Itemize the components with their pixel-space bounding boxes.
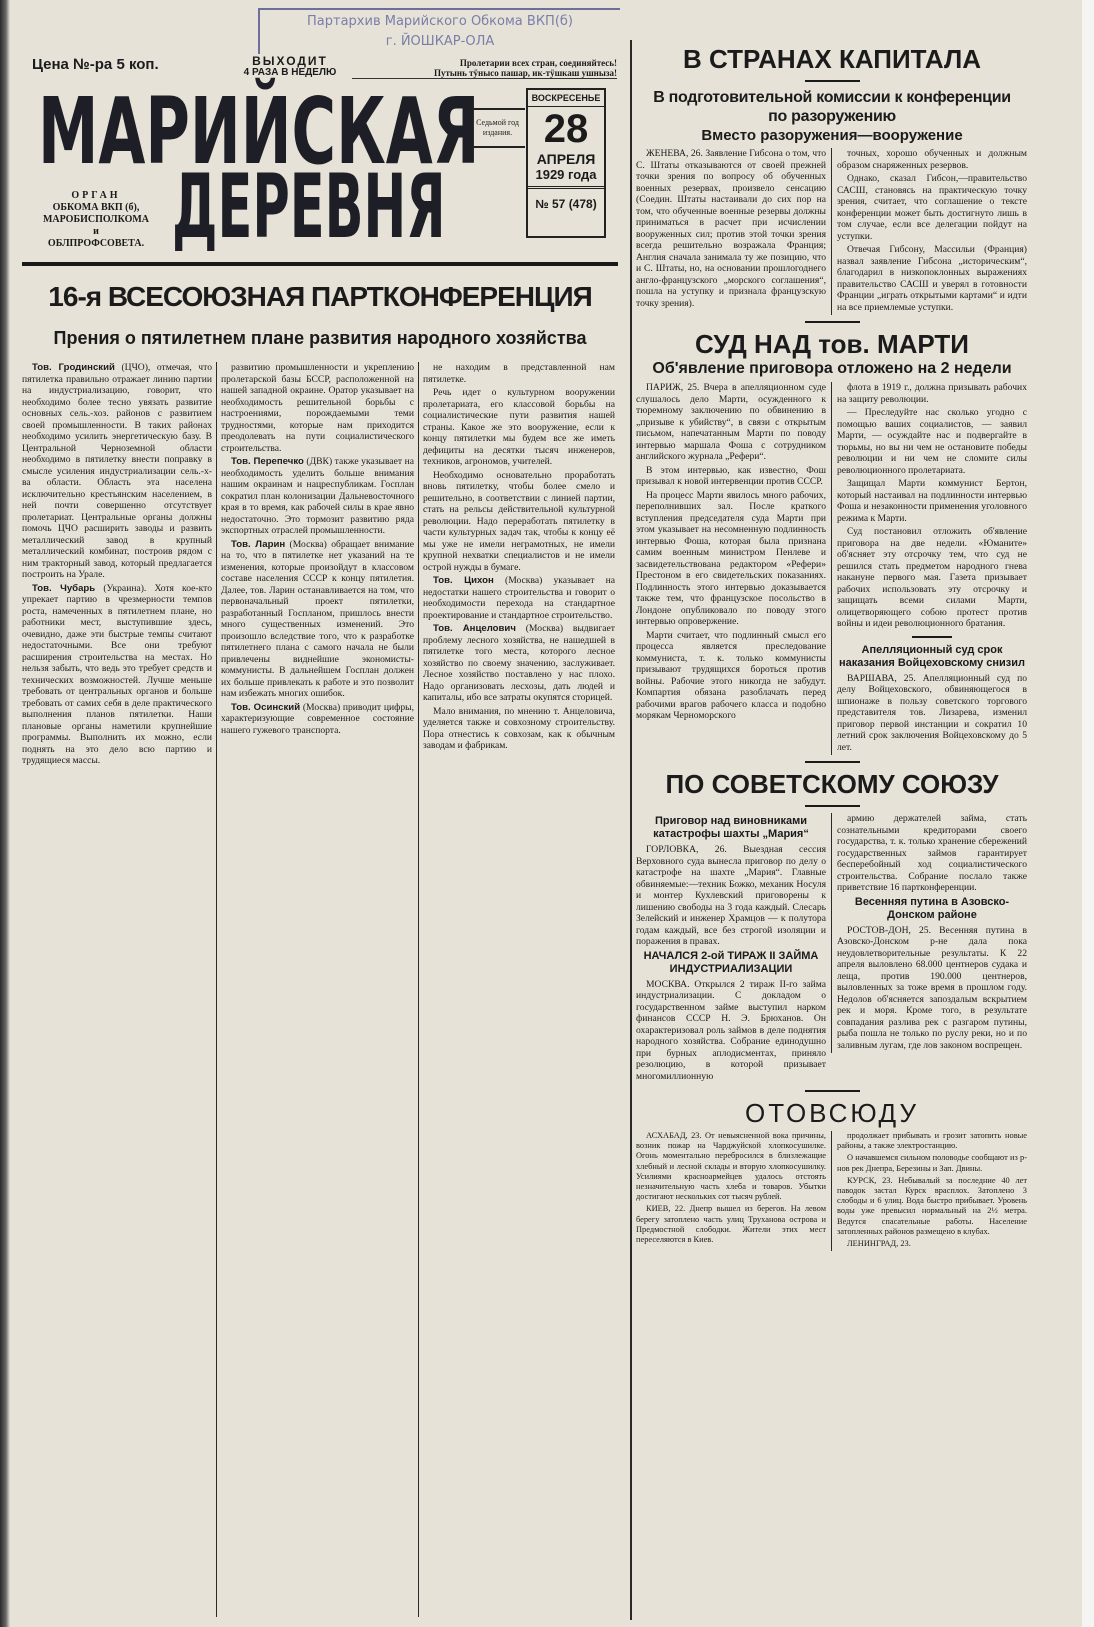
organ-line: ОРГАН: [71, 190, 121, 201]
newspaper-title-line1: МАРИЙСКАЯ: [38, 78, 480, 185]
paragraph-text: (Москва) приводит цифры, характеризующие современное состояние нашего гужевого транспорта.: [221, 701, 414, 736]
paragraph: [423, 470, 615, 574]
divider: [805, 761, 860, 763]
main-article-column-3: [423, 362, 615, 754]
paragraph: МОСКВА. Открылся 2 тираж II-го займа индустриализации. С докладом о государственном займе выступил нарком финансов СССР Н. Э. Брюханов. Он охарактеризовал роль займов в деле поднятия народного хозяйства. Собрание единодушно при бурных аплодисментах, приняло резолюцию, в которой призывает многомиллионную: [636, 978, 826, 1082]
paragraph: КУРСК, 23. Небывалый за последние 40 лет паводок застал Курск врасплох. Затоплено 3 слободы и 6 улиц. Вода быстро прибывает. Уровень воды уже превысил нормальный на 2½ метра. Ведутся спасательные работы. Население затопленных районов размещено в клубах.: [837, 1175, 1027, 1236]
paragraph: [221, 456, 414, 537]
capital-column-2: [831, 148, 1027, 315]
paragraph: ЖЕНЕВА, 26. Заявление Гибсона о том, что С. Штаты отказываются от своей прежней точки зрения по вопросу об обученных военных резервах, произвело сенсацию (Соедин. Штаты настаивали до сих пор на том, что обученные военные резервы должны приниматься в расчет при исчислении вооруженных сил; против этой точки зрения всегда решительно возражала Франция; Англия сначала занимала ту же позицию, что и С. Штаты, но, на основании прошлогоднего англо-французского „морского соглашения“, пошла на уступку и признала французскую точку зрения).: [636, 148, 826, 309]
warsaw-headline: Апелляционный суд срок наказания Войцеховскому снизил: [838, 643, 1025, 669]
paragraph: [423, 362, 615, 385]
capital-headline: [636, 88, 1028, 126]
speaker-name: Тов. Чубарь: [32, 582, 96, 594]
date-box: [526, 88, 606, 238]
organ-line: ОБКОМА ВКП (б),: [52, 202, 140, 213]
capital-subheadline: Вместо разоружения—вооружение: [701, 127, 963, 144]
misc-column-1: [636, 1131, 826, 1247]
section-title-capital: В СТРАНАХ КАПИТАЛА: [683, 44, 981, 74]
soviet-column-1: [636, 813, 826, 1084]
paragraph: Марти считает, что подлинный смысл его процесса является преследование коммуниста, т. к. только коммунисты призывают трудящихся бороться против войны. Рабочие этого никогда не забудут. Компартия обязана разоблачать перед рабочими врагов рабочего класса и подобно морякам Черноморского: [636, 629, 826, 721]
mine-headline: Приговор над виновниками катастрофы шахты „Мария“: [653, 815, 809, 840]
marti-headline: СУД НАД тов. МАРТИ: [694, 329, 969, 359]
loan-headline: НАЧАЛСЯ 2-ой ТИРАЖ II ЗАЙМА ИНДУСТРИАЛИЗАЦИИ: [643, 949, 819, 975]
paragraph-text: (ЦЧО), отмечая, что пятилетка правильно отражает линию партии на индустриализацию, говорит, что необходимо более тесно увязать развитие основных сель.-хоз. районов с развитием своей промышленности. В таких районах необходимо усилить энергетическую базу. В Центральной Черноземной области необходимо в пятилетку внести поправку в смысле усиления индустриализации сель.-х-ва области. Область эта населена исключительно крестьянским населением, в ней почти совершенно отсутствует пролетариат. Центральные органы должны помочь ЦЧО расширить заводы и развить металлический завод в крупный металлический комбинат, построив рядом с ним тракторный завод, который предлагается построить на Урале.: [22, 362, 212, 580]
paragraph-text: (Москва) выдвигает проблему лесного хозяйства, не нашедшей в пятилетке того места, которого лесное хозяйство по своему значению, заслуживает. Лесное хозяйство поставлено у нас плохо. Надо организовать лесхозы, дать людей и капиталы, ибо все затраты окупятся сторицей.: [423, 623, 615, 703]
paragraph: [423, 623, 615, 704]
paragraph: АСХАБАД, 23. От невыясненной вока причины, возник пожар на Чарджуйской хлопкосушилке. Огонь моментально перебросился в близлежащие хлебный и лесной склады и вторую хлопкосушилку. Усилиями красноармейцев удалось отстоять незначительную часть хлеба и товаров. Убытки достигают нескольких сот тысяч рублей.: [636, 1131, 826, 1202]
day: 28: [543, 107, 589, 151]
archive-stamp: [258, 8, 620, 54]
section-divider: [630, 40, 632, 1620]
section-title-soviet: ПО СОВЕТСКОМУ СОЮЗУ: [665, 769, 999, 799]
marti-subheadline: Об'явление приговора отложено на 2 недели: [652, 360, 1012, 377]
publisher-organ: [40, 190, 152, 250]
main-headline: 16-я ВСЕСОЮЗНАЯ ПАРТКОНФЕРЕНЦИЯ: [48, 281, 592, 312]
paragraph: [22, 362, 212, 581]
paragraph: [423, 387, 615, 468]
paragraph: На процесс Марти явилось много рабочих, переполнивших зал. После краткого вступления председателя суда Марти при этом указывает на несомненную подлинность интервью Фоша, которая была признана самим военным министром Пенлеве и засвидетельствована редактором «Рефери» Престоном в его свидетельских показаниях. Подлинность этого интервью доказывается также тем, что французское посольство в Лондоне опубликовало по поводу этого интервью опровержение.: [636, 489, 826, 627]
paragraph: [221, 362, 414, 454]
paragraph: — Преследуйте нас сколько угодно с помощью ваших социалистов, — заявил Марти, — осуждайте нас и подвергайте в тюрьмы, но вы ни чем не остановите победы революции и ни чем не сломите силы революционного пролетариата.: [837, 407, 1027, 476]
paragraph: РОСТОВ-ДОН, 25. Весенняя путина в Азовско-Донском р-не дала пока неудовлетворительные результаты. К 22 апреля выловлено 68.000 центнеров судака и леща, против 190.000 центнеров, выловленных за тоже время в прошлом году. Недолов об'ясняется запоздалым вскрытием рек и моря. Кроме того, в результате совпадания разлива рек с разгаром путины, рыба пошла не только по руслу реки, но и по заливным лугам, где лов законом воспрещен.: [837, 924, 1027, 1051]
headline-line: В подготовительной комиссии к конференции: [653, 89, 1011, 106]
paragraph: ПАРИЖ, 25. Вчера в апелляционном суде слушалось дело Марти, осужденного к тюремному заключению по обвинению в „призыве к убийству“, в связи с открытым письмом, напечатанным Марти по поводу интервью маршала Фоша с сотрудником английского журнала „Рефери“.: [636, 382, 826, 462]
month: АПРЕЛЯ: [536, 151, 596, 167]
speaker-name: Тов. Осинский: [231, 701, 301, 713]
speaker-name: Тов. Перепечко: [231, 456, 304, 467]
paragraph-text: Необходимо основательно проработать вновь пятилетку, чтобы более смело и решительно, в соответствии с линией партии, стать на рельсы действительной культурной революции. Надо переработать пятилетку в части культурных задач так, чтобы к концу её мы уже не имели неграмотных, не имели крупной нехватки специалистов и не имели острой нужды в бумаге.: [423, 469, 615, 573]
paragraph: Однако, сказал Гибсон,—правительство САСШ, становясь на практическую точку зрения, считает, что соглашение о тексте конференции может быть достигнуто лишь в том случае, если все делегации пойдут на уступки.: [837, 173, 1027, 242]
organ-line: МАРОБИСПОЛКОМА и: [42, 214, 150, 237]
speaker-name: Тов. Гродинский: [32, 362, 115, 373]
paragraph-text: (Москва) обращает внимание на то, что в пятилетке нет указаний на те изменения, которые произойдут в классовом составе населения СССР к концу пятилетия. Далее, тов. Ларин останавливается на том, что первоначальный проект пятилетки, разработанный Госпланом, пришлось внести много существенных изменений. Это произошло вследствие того, что к разработке пятилетнего плана с самого начала не были привлечены виднейшие экономисты-коммунисты. В дальнейшем Госплан должен их больше привлекать к работе и это позволит нам избежать многих ошибок.: [221, 538, 414, 699]
weekday: ВОСКРЕСЕНЬЕ: [528, 90, 604, 107]
paragraph: Отвечая Гибсону, Массильи (Франция) назвал заявление Гибсона „историческим“, благодарил в низкопоклонных выражениях правительство САСШ и уверял в готовности Франции „играть открытыми картами“ и идти на все приемлемые уступки.: [837, 244, 1027, 313]
marti-column-1: [636, 382, 826, 724]
slogan-russian: Пролетарии всех стран, соединяйтесь!: [459, 58, 617, 68]
paragraph: армию держателей займа, стать сознательными кредиторами своего государства, т. к. только хранение сбережений государственных займов гарантирует бесперебойный ход социалистического строительства. Собрание послало также приветствие 16 партконференции.: [837, 813, 1027, 893]
capital-column-1: [636, 148, 826, 311]
headline-line: по разоружению: [768, 108, 896, 125]
stamp-line: г. ЙОШКАР-ОЛА: [385, 34, 495, 49]
paragraph: [221, 702, 414, 737]
divider: [805, 321, 860, 323]
column-divider: [216, 362, 217, 1617]
paragraph-text: Мало внимания, по мнению т. Анцеловича, уделяется также и совхозному строительству. Пора отнестись к совхозам, как к обычным заводам и фабрикам.: [423, 705, 615, 751]
paragraph: ГОРЛОВКА, 26. Выездная сессия Верховного суда вынесла приговор по делу о катастрофе на шахте „Мария“. Главные обвиняемые:—техник Божко, механик Носуля и монтер Кухлевский приговорены к лишению свободы на 3 года каждый. Слесарь Зелейский и инженер Храмцов — к полутора годам каждый, все без строгой изоляции и поражения в правах.: [636, 844, 826, 947]
paragraph: [423, 575, 615, 621]
soviet-column-2: [831, 813, 1027, 1053]
column-divider: [418, 362, 419, 1617]
paragraph: флота в 1919 г., должна призывать рабочих на защиту революции.: [837, 382, 1027, 405]
masthead-rule: [22, 262, 618, 266]
misc-column-2: [831, 1131, 1027, 1251]
paragraph: О начавшемся сильном половодье сообщают из р-нов рек Днепра, Березины и Зап. Двины.: [837, 1153, 1027, 1173]
divider: [805, 805, 860, 807]
paragraph: КИЕВ, 22. Днепр вышел из берегов. На левом берегу затоплено часть улиц Труханова острова и Предмостной слободки. Жители этих мест переселяются в Киев.: [636, 1204, 826, 1245]
paragraph: [221, 539, 414, 700]
main-article-column-2: [221, 362, 414, 738]
year: 1929 года: [528, 167, 604, 189]
price: Цена №-ра 5 коп.: [32, 56, 159, 73]
main-article-column-1: [22, 362, 212, 769]
divider: [912, 636, 952, 638]
divider: [805, 1090, 860, 1092]
speaker-name: Тов. Цихон: [433, 575, 494, 586]
issue-number: № 57 (478): [535, 197, 597, 211]
section-title-misc: ОТОВСЮДУ: [745, 1098, 919, 1128]
fishing-headline: Весенняя путина в Азовско-Донском районе: [854, 895, 1010, 921]
scan-edge: [0, 0, 10, 1627]
paragraph: Суд постановил отложить об'явление приговора на две недели. «Юманите» об'ясняет эту отсрочку тем, что суд не решился стать предметом народного гнева накануне первого мая. Газета призывает рабочих использовать эту отсрочку и защищать всеми силами Марти, олицетворяющего собою протест против войны и идеи революционного братания.: [837, 526, 1027, 629]
paragraph-text: (ДВК) также указывает на необходимость уделить больше внимания нашим окраинам и нацреспубликам. Госплан сократил план колонизации Дальневосточного края в то время, как рабочей силы в крае явно недостаточно. Это тормозит развитию ряда экспортных отраслей промышленности.: [221, 456, 414, 536]
slogan: [352, 58, 617, 79]
paragraph-text: (Москва) указывает на недостатки нашего строительства и говорит о необходимости перехода на стандартное проектирование и стандартное строительство.: [423, 575, 615, 621]
warsaw-text: ВАРШАВА, 25. Апелляционный суд по делу Войцеховского, обвиняющегося в шпионаже в пользу советского торгового представителя тов. Лизарева, изменил приговор первой инстанции и сократил 10 летний срок заключения Войцеховскому до 5 лет.: [837, 672, 1027, 753]
frequency-label: ВЫХОДИТ: [252, 54, 328, 68]
newspaper-title-line2: ДЕРЕВНЯ: [172, 155, 446, 258]
paragraph: продолжает прибывать и грозит затопить новые районы, а также электростанцию.: [837, 1131, 1027, 1151]
paragraph: [423, 706, 615, 752]
marti-column-2: [831, 382, 1027, 755]
frequency: [240, 56, 340, 78]
right-sections: [636, 44, 1028, 1251]
scan-margin: [1082, 0, 1094, 1627]
divider: [805, 80, 860, 82]
paragraph: ЛЕНИНГРАД, 23.: [847, 1239, 911, 1249]
slogan-mari: Путынь тӱнысо пашар, ик-тӱшкаш ушныза!: [433, 68, 617, 78]
paragraph-text: Речь идет о культурном вооружении пролетариата, его классовой борьбы на социалистические пути развития нашей страны. Какое же это вооружение, если к концу пятилетки мы будем все же иметь дефициты на десятки тысяч инженеров, техников, агрономов, учителей.: [423, 387, 615, 467]
paragraph: Защищал Марти коммунист Бертон, который настаивал на подлинности интервью Фоша и незаконности применения уголовного режима к Марти.: [837, 478, 1027, 524]
speaker-name: Тов. Ларин: [231, 538, 286, 550]
organ-line: ОБЛПРОФСОВЕТА.: [47, 238, 145, 249]
paragraph-text: (Украина). Хотя кое-кто упрекает партию в чрезмерности темпов роста, намеченных в пятилетнем плане, но работники мест, выступившие здесь, очевидно, даже эти быстрые темпы считают недостаточными. Все они требуют расширения строительства на местах. Но нельзя забыть, что ведь это требует средств и технических возможностей. Лучше меньше требовать от центральных органов и больше требовать от самих себя в деле практического выполнения планов пятилетки. Наши плановые органы наметили крупнейшие программы. Выполнить их можно, если поднять на это дело всю партию и трудящиеся массы.: [22, 582, 212, 766]
frequency-value: 4 РАЗА В НЕДЕЛЮ: [243, 67, 337, 78]
speaker-name: Тов. Анцелович: [433, 623, 516, 634]
stamp-line: Партархив Марийского Обкома ВКП(б): [307, 14, 573, 29]
paragraph: В этом интервью, как известно, Фош призывал к новой интервенции против СССР.: [636, 464, 826, 487]
paragraph: точных, хорошо обученных и должным образом снаряженных резервов.: [837, 148, 1027, 171]
main-subheadline: Прения о пятилетнем плане развития народного хозяйства: [53, 328, 587, 348]
year-of-issue: Седьмой год издания.: [470, 108, 525, 148]
paragraph-text: не находим в представленной нам пятилетке.: [423, 362, 615, 385]
paragraph: [22, 583, 212, 767]
paragraph-text: развитию промышленности и укреплению пролетарской базы БССР, расположенной на нашей западной окраине. Оратор указывает на необходимость решительной борьбы с настроениями, порождаемыми теми трудностями, которые нам приходится преодолевать на пути социалистического строительства.: [221, 362, 414, 454]
